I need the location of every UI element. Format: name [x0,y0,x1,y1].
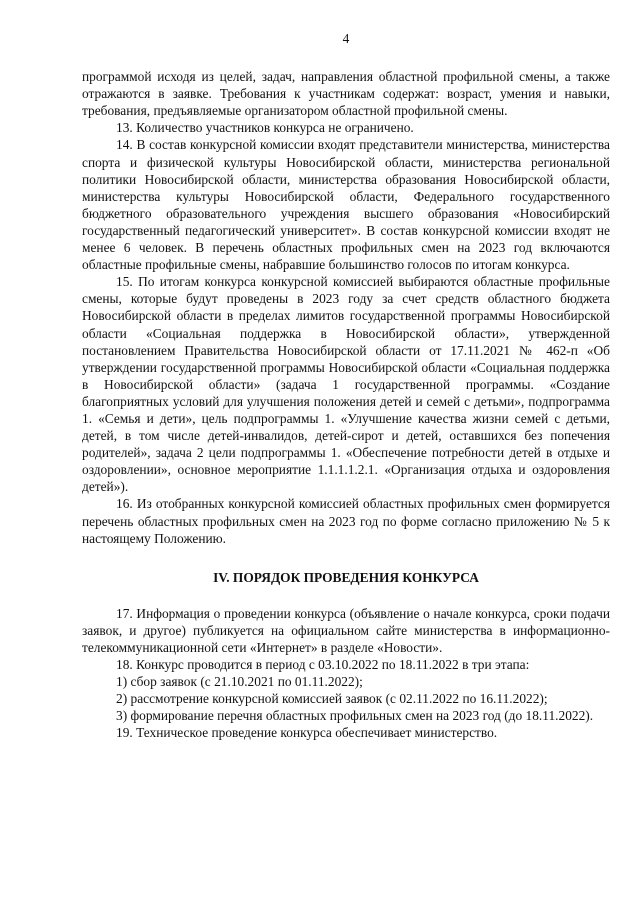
list-item-stage-3: 3) формирование перечня областных профильных смен на 2023 год (до 18.11.2022). [116,708,594,724]
section-heading: IV. ПОРЯДОК ПРОВЕДЕНИЯ КОНКУРСА [213,569,479,585]
paragraph-19: 19. Техническое проведение конкурса обеспечивает министерство. [116,725,498,741]
paragraph-14: 14. В состав конкурсной комиссии входят представители министерства, министерства спорта и физической культуры Новосибирской области, министерства региональной политики Новосибирской области, министерства образования Новосибирской области, министерства культуры Новосибирской области, Федерального государственного бюджетного образовательного учреждения высшего образования «Новосибирский государственный педагогический университет». В состав конкурсной комиссии входят не менее 6 человек. В перечень областных профильных смен на 2023 год включаются областные профильные смены, набравшие большинство голосов по итогам конкурса. [82,137,610,273]
paragraph-18: 18. Конкурс проводится в период с 03.10.2022 по 18.11.2022 в три этапа: [116,657,530,673]
paragraph-13: 13. Количество участников конкурса не ограничено. [116,120,414,136]
paragraph-15: 15. По итогам конкурса конкурсной комиссией выбираются областные профильные смены, которые будут проведены в 2023 году за счет средств областного бюджета Новосибирской области в пределах лимитов государственной программы Новосибирской области «Социальная поддержка в Новосибирской области», утвержденной постановлением Правительства Новосибирской области от 17.11.2021 № 462-п «Об утверждении государственной программы Новосибирской области «Социальная поддержка в Новосибирской области» (задача 1 государственной программы. «Создание благоприятных условий для улучшения положения детей и семей с детьми», подпрограмма 1. «Семья и дети», цель подпрограммы 1. «Улучшение качества жизни семей с детьми, детей, в том числе детей-инвалидов, детей-сирот и детей, оставшихся без попечения родителей», задача 2 цели подпрограммы 1. «Обеспечение потребности детей в отдыхе и оздоровлении», основное мероприятие 1.1.1.1.2.1. «Организация отдыха и оздоровления детей»). [82,274,610,495]
paragraph-continuation: программой исходя из целей, задач, направления областной профильной смены, а также отражаются в заявке. Требования к участникам содержат: возраст, умения и навыки, требования, предъявляемые организатором областной профильной смены. [82,69,610,119]
paragraph-17: 17. Информация о проведении конкурса (объявление о начале конкурса, сроки подачи заявок, и другое) публикуется на официальном сайте министерства в информационно-телекоммуникационной сети «Интернет» в разделе «Новости». [82,605,610,655]
paragraph-16: 16. Из отобранных конкурсной комиссией областных профильных смен формируется перечень областных профильных смен на 2023 год по форме согласно приложению № 5 к настоящему Положению. [82,496,610,546]
page-number: 4 [342,31,350,46]
list-item-stage-2: 2) рассмотрение конкурсной комиссией заявок (с 02.11.2022 по 16.11.2022); [116,691,548,707]
list-item-stage-1: 1) сбор заявок (с 21.10.2021 по 01.11.2022); [116,674,363,690]
